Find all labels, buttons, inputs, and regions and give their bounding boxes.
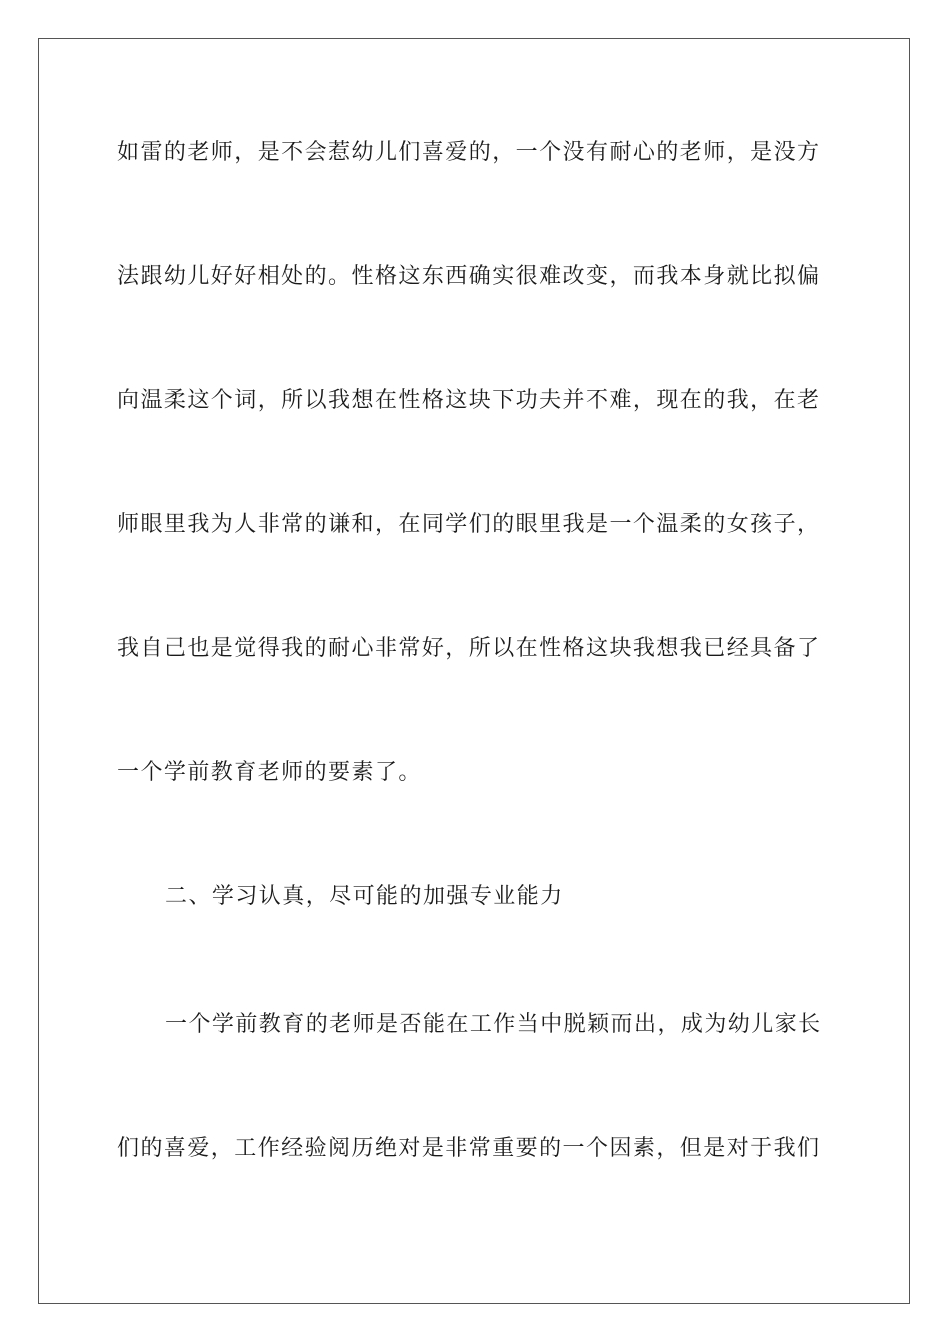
page-frame — [38, 38, 910, 1304]
text-line: 如雷的老师，是不会惹幼儿们喜爱的，一个没有耐心的老师，是没方 — [117, 140, 821, 165]
text-line: 我自己也是觉得我的耐心非常好，所以在性格这块我想我已经具备了 — [117, 636, 821, 661]
text-line: 一个学前教育的老师是否能在工作当中脱颖而出，成为幼儿家长 — [165, 1012, 822, 1037]
text-line: 法跟幼儿好好相处的。性格这东西确实很难改变，而我本身就比拟偏 — [117, 264, 821, 289]
text-line: 向温柔这个词，所以我想在性格这块下功夫并不难，现在的我，在老 — [117, 388, 821, 413]
text-line: 师眼里我为人非常的谦和，在同学们的眼里我是一个温柔的女孩子， — [117, 512, 821, 537]
section-heading: 二、学习认真，尽可能的加强专业能力 — [165, 884, 564, 909]
text-line: 们的喜爱，工作经验阅历绝对是非常重要的一个因素，但是对于我们 — [117, 1136, 821, 1161]
text-line: 一个学前教育老师的要素了。 — [117, 760, 422, 785]
